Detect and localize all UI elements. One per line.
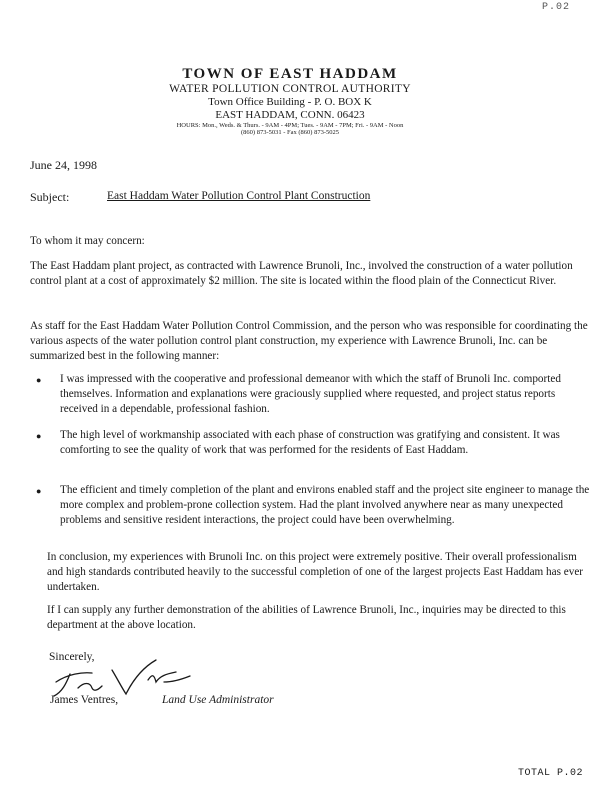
salutation: To whom it may concern:	[30, 235, 145, 247]
fax-page-header: P.02	[541, 2, 570, 13]
subject-label: Subject:	[30, 190, 70, 204]
letterhead-authority: WATER POLLUTION CONTROL AUTHORITY	[169, 83, 411, 96]
letterhead-building: Town Office Building - P. O. BOX K	[208, 96, 372, 109]
bullet-item-2: The high level of workmanship associated with each phase of construction was gratifying and consistent. It was comforting to see the quality of work that was performed for the residents of East Haddam.	[60, 429, 560, 456]
bullet-marker: ●	[36, 431, 42, 441]
letterhead-town: TOWN OF EAST HADDAM	[182, 66, 398, 82]
signer-name: James Ventres,	[50, 694, 119, 706]
bullet-marker: ●	[36, 375, 42, 385]
subject-text: East Haddam Water Pollution Control Plant Construction	[107, 190, 371, 202]
letterhead-phone: (860) 873-5031 - Fax (860) 873-5025	[240, 129, 340, 137]
letterhead-city: EAST HADDAM, CONN. 06423	[215, 109, 365, 122]
bullet-item-1: I was impressed with the cooperative and professional demeanor with which the staff of Brunoli Inc. comported themselves. Information and explanations were graciously supplied where requested, and project status reports received in a dependable, professional fashion.	[60, 373, 561, 415]
fax-page-footer: TOTAL P.02	[518, 768, 584, 779]
closing: Sincerely,	[49, 651, 95, 663]
letterhead	[100, 66, 480, 137]
paragraph-4: If I can supply any further demonstration of the abilities of Lawrence Brunoli, Inc., inquiries may be directed to this department at the above location.	[47, 604, 566, 631]
letterhead-hours: HOURS: Mon., Weds. & Thurs. - 9AM - 4PM; Tues. - 9AM - 7PM; Fri. - 9AM - Noon	[176, 121, 404, 129]
signer-title: Land Use Administrator	[162, 694, 274, 706]
handwritten-signature	[48, 652, 198, 700]
paragraph-1: The East Haddam plant project, as contracted with Lawrence Brunoli, Inc., involved the construction of a water pollution control plant at a cost of approximately $2 million. The site is located within the flood plain of the Connecticut River.	[30, 260, 573, 287]
bullet-item-3: The efficient and timely completion of the plant and environs enabled staff and the project site engineer to manage the more complex and problem-prone collection system. Had the plant involved anywhere near as many unexpected problems and sensitive resident interactions, the project could have been overwhelming.	[60, 484, 590, 526]
bullet-marker: ●	[36, 486, 42, 496]
paragraph-2: As staff for the East Haddam Water Pollution Control Commission, and the person who was responsible for coordinating the various aspects of the water pollution control plant construction, my experience with Lawrence Brunoli, Inc. can be summarized best in the following manner:	[30, 320, 588, 362]
paragraph-3: In conclusion, my experiences with Brunoli Inc. on this project were extremely positive. Their overall professionalism and high standards contributed heavily to the successful completion of one of the largest projects East Haddam has ever undertaken.	[47, 551, 584, 593]
letter-date: June 24, 1998	[30, 158, 97, 172]
